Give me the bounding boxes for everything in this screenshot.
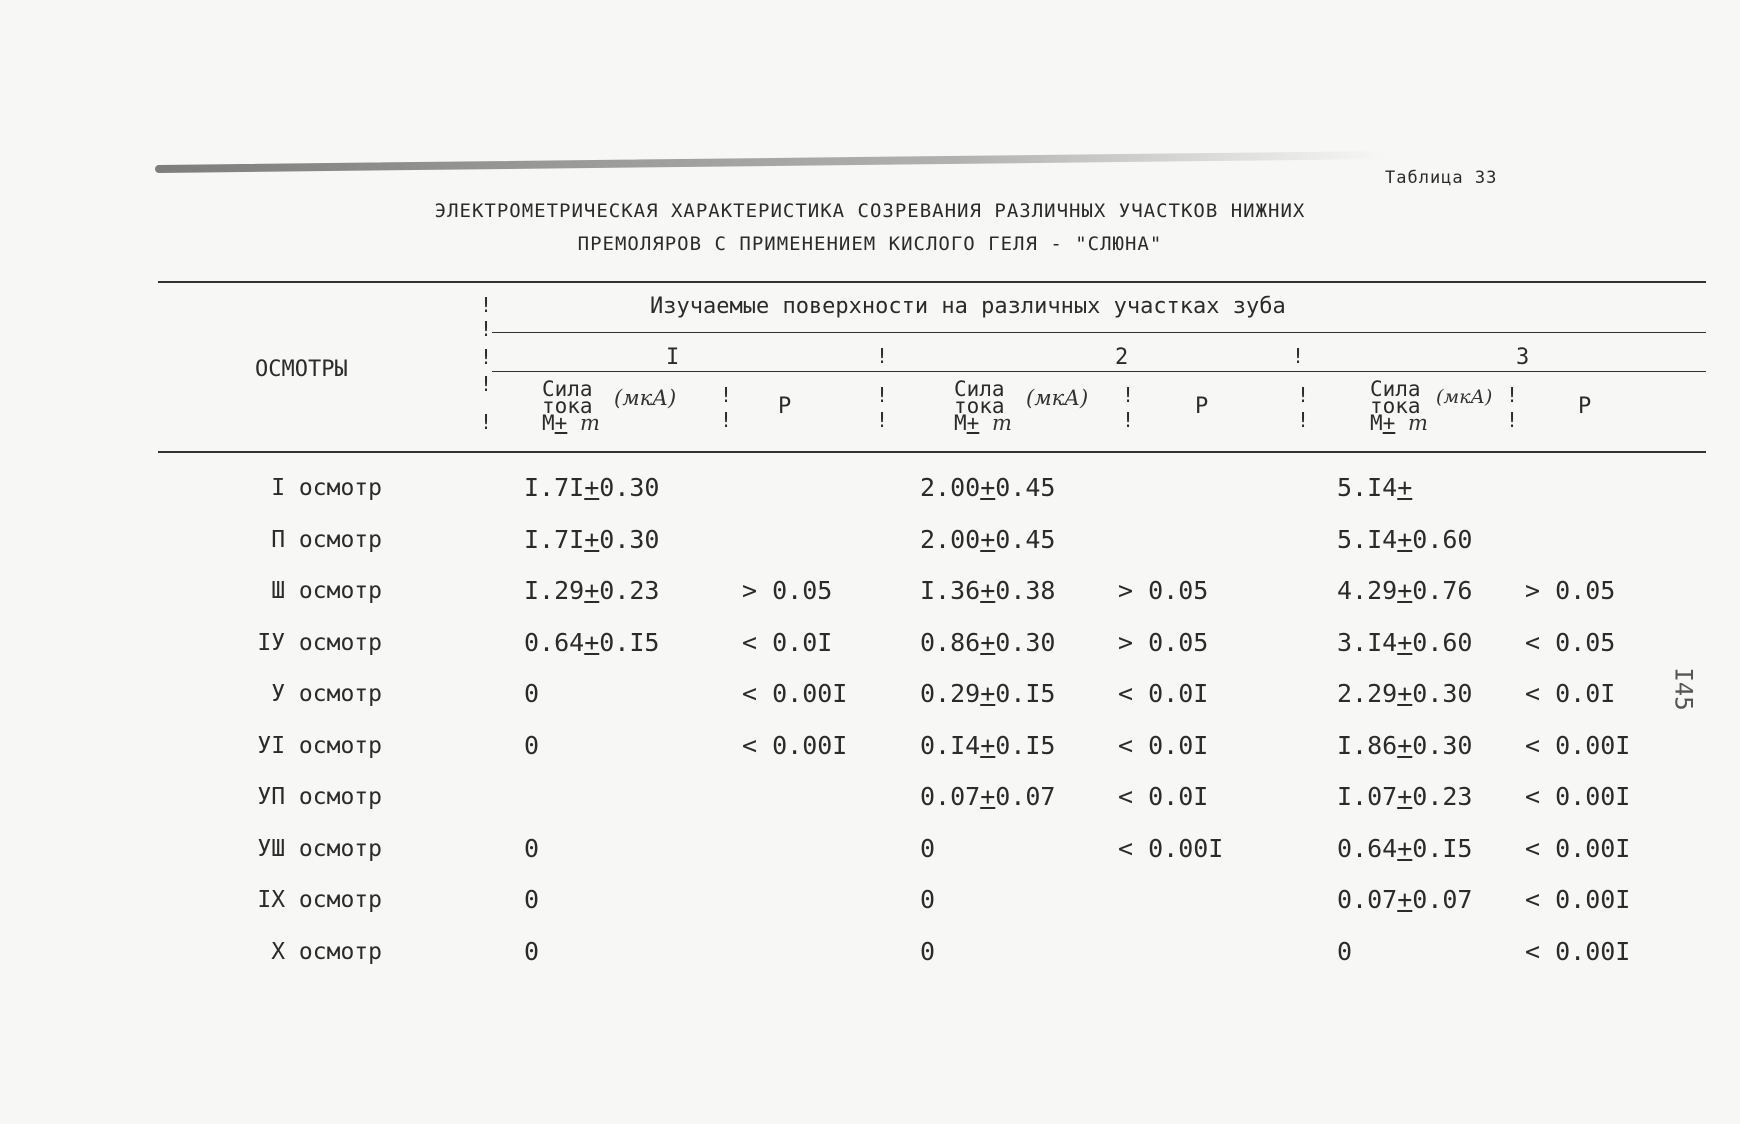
separator-mark: ! xyxy=(876,408,889,432)
current-value-cell: I.7I+0.30 xyxy=(524,473,660,502)
separator-mark: ! xyxy=(480,372,493,396)
row-label: IУ осмотр xyxy=(257,630,382,656)
group-header-rule xyxy=(492,332,1706,333)
table-title-line-2: ПРЕМОЛЯРОВ С ПРИМЕНЕНИЕМ КИСЛОГО ГЕЛЯ - "СЛЮНА" xyxy=(577,233,1163,255)
scan-streak xyxy=(155,151,1385,173)
separator-mark: ! xyxy=(1122,408,1135,432)
p-value-cell: < 0.0I xyxy=(1118,679,1209,708)
page-number: I45 xyxy=(1669,667,1698,711)
surface-header-rule xyxy=(492,371,1706,372)
current-value-cell: I.07+0.23 xyxy=(1337,782,1473,811)
row-label: П осмотр xyxy=(271,527,382,553)
current-subheader-3: Сила тока М+ m xyxy=(1370,377,1428,435)
surface-1-label: I xyxy=(666,345,680,370)
p-value-cell: > 0.05 xyxy=(1118,576,1209,605)
p-value-cell: < 0.00I xyxy=(742,731,848,760)
row-label: УП осмотр xyxy=(257,784,382,810)
separator-mark: ! xyxy=(1292,344,1305,368)
p-value-cell: < 0.00I xyxy=(1118,834,1224,863)
current-value-cell: 2.00+0.45 xyxy=(920,525,1056,554)
separator-mark: ! xyxy=(1506,383,1519,407)
current-value-cell: 4.29+0.76 xyxy=(1337,576,1473,605)
table-top-rule xyxy=(158,281,1706,283)
p-value-cell: > 0.05 xyxy=(1118,628,1209,657)
p-value-cell: < 0.0I xyxy=(1118,731,1209,760)
current-value-cell: 0 xyxy=(524,731,540,760)
current-value-cell: 0.86+0.30 xyxy=(920,628,1056,657)
separator-mark: ! xyxy=(1297,383,1310,407)
separator-mark: ! xyxy=(876,344,889,368)
p-value-cell: < 0.0I xyxy=(742,628,833,657)
current-value-cell: 5.I4+0.60 xyxy=(1337,525,1473,554)
separator-mark: ! xyxy=(876,383,889,407)
p-value-cell: > 0.05 xyxy=(1525,576,1616,605)
separator-mark: ! xyxy=(720,408,733,432)
current-value-cell: I.29+0.23 xyxy=(524,576,660,605)
p-value-cell: < 0.00I xyxy=(1525,937,1631,966)
table-number: Таблица 33 xyxy=(1385,168,1498,188)
p-subheader-3: Р xyxy=(1578,394,1592,419)
row-label: УI осмотр xyxy=(257,733,382,759)
current-value-cell: 0 xyxy=(524,885,540,914)
current-value-cell: 0 xyxy=(1337,937,1353,966)
separator-mark: ! xyxy=(720,383,733,407)
current-value-cell: 5.I4+ xyxy=(1337,473,1413,502)
current-value-cell: I.86+0.30 xyxy=(1337,731,1473,760)
separator-mark: ! xyxy=(480,410,493,434)
separator-mark: ! xyxy=(1506,408,1519,432)
p-value-cell: < 0.05 xyxy=(1525,628,1616,657)
p-value-cell: < 0.00I xyxy=(1525,834,1631,863)
current-value-cell: 0.I4+0.I5 xyxy=(920,731,1056,760)
p-value-cell: > 0.05 xyxy=(742,576,833,605)
current-value-cell: 0.29+0.I5 xyxy=(920,679,1056,708)
current-subheader-2: Сила тока М+ m xyxy=(954,377,1012,435)
current-value-cell: 3.I4+0.60 xyxy=(1337,628,1473,657)
current-value-cell: I.7I+0.30 xyxy=(524,525,660,554)
current-value-cell: 2.00+0.45 xyxy=(920,473,1056,502)
unit-label-1: (мкА) xyxy=(614,386,677,410)
p-value-cell: < 0.00I xyxy=(1525,885,1631,914)
row-label: X осмотр xyxy=(271,939,382,965)
current-value-cell: 0.64+0.I5 xyxy=(524,628,660,657)
current-value-cell: 2.29+0.30 xyxy=(1337,679,1473,708)
current-subheader-1: Сила тока М+ m xyxy=(542,377,600,435)
row-label: УШ осмотр xyxy=(257,836,382,862)
current-value-cell: 0 xyxy=(524,937,540,966)
separator-mark: ! xyxy=(480,293,493,317)
p-value-cell: < 0.00I xyxy=(742,679,848,708)
table-title-line-1: ЭЛЕКТРОМЕТРИЧЕСКАЯ ХАРАКТЕРИСТИКА СОЗРЕВАНИЯ РАЗЛИЧНЫХ УЧАСТКОВ НИЖНИХ xyxy=(434,200,1306,222)
p-value-cell: < 0.0I xyxy=(1118,782,1209,811)
p-value-cell: < 0.0I xyxy=(1525,679,1616,708)
row-label: Ш осмотр xyxy=(271,578,382,604)
header-bottom-rule xyxy=(158,451,1706,453)
separator-mark: ! xyxy=(480,345,493,369)
row-header-label: ОСМОТРЫ xyxy=(255,357,348,382)
current-value-cell: 0.64+0.I5 xyxy=(1337,834,1473,863)
p-value-cell: < 0.00I xyxy=(1525,731,1631,760)
separator-mark: ! xyxy=(1122,383,1135,407)
current-value-cell: 0.07+0.07 xyxy=(1337,885,1473,914)
row-label: I осмотр xyxy=(271,475,382,501)
surface-3-label: 3 xyxy=(1516,345,1530,370)
p-value-cell: < 0.00I xyxy=(1525,782,1631,811)
current-value-cell: I.36+0.38 xyxy=(920,576,1056,605)
current-value-cell: 0 xyxy=(920,885,936,914)
separator-mark: ! xyxy=(480,317,493,341)
row-label: У осмотр xyxy=(271,681,382,707)
current-value-cell: 0 xyxy=(524,834,540,863)
current-value-cell: 0 xyxy=(920,937,936,966)
current-value-cell: 0.07+0.07 xyxy=(920,782,1056,811)
p-subheader-2: Р xyxy=(1195,394,1209,419)
unit-label-3: (мкА) xyxy=(1436,386,1493,408)
group-header-label: Изучаемые поверхности на различных участках зуба xyxy=(650,294,1286,319)
unit-label-2: (мкА) xyxy=(1026,386,1089,410)
current-value-cell: 0 xyxy=(524,679,540,708)
current-value-cell: 0 xyxy=(920,834,936,863)
separator-mark: ! xyxy=(1297,408,1310,432)
row-label: IX осмотр xyxy=(257,887,382,913)
surface-2-label: 2 xyxy=(1115,345,1129,370)
p-subheader-1: Р xyxy=(778,394,792,419)
